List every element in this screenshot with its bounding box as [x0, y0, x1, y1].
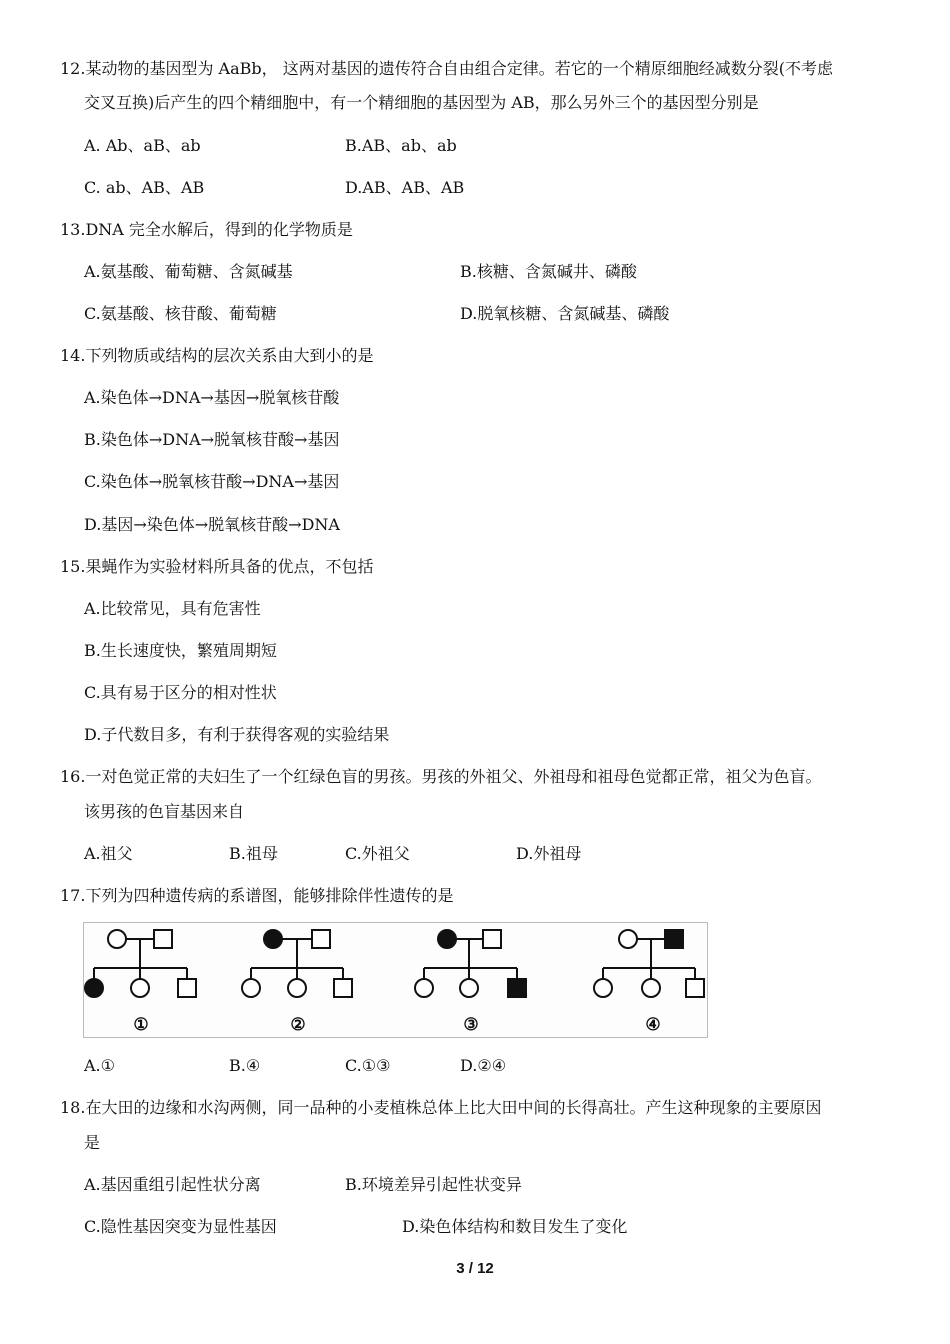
q16-option-a: A.祖父 [84, 844, 133, 863]
q12-option-c: C. ab、AB、AB [84, 178, 205, 197]
q13-option-a: A.氨基酸、葡萄糖、含氮碱基 [84, 262, 293, 281]
q13-option-c: C.氨基酸、核苷酸、葡萄糖 [84, 304, 277, 323]
q12-option-b: B.AB、ab、ab [345, 136, 457, 155]
pedigree-label-2: ② [290, 1015, 306, 1035]
pedigree-label-1: ① [133, 1015, 149, 1035]
q12-option-d: D.AB、AB、AB [345, 178, 465, 197]
q16-option-b: B.祖母 [229, 844, 278, 863]
q16-stem-line2: 该男孩的色盲基因来自 [84, 802, 245, 821]
q15-option-d: D.子代数目多，有利于获得客观的实验结果 [84, 725, 390, 744]
q17-option-c: C.①③ [345, 1056, 391, 1075]
q18-stem-line1: 18.在大田的边缘和水沟两侧，同一品种的小麦植株总体上比大田中间的长得高壮。产生这种现象的主要原因 [60, 1098, 822, 1117]
q14-option-c: C.染色体→脱氧核苷酸→DNA→基因 [84, 472, 340, 491]
q12-stem-line2: 交叉互换)后产生的四个精细胞中，有一个精细胞的基因型为 AB，那么另外三个的基因型分别是 [84, 93, 759, 112]
q18-option-a: A.基因重组引起性状分离 [84, 1175, 261, 1194]
q14-stem: 14.下列物质或结构的层次关系由大到小的是 [60, 346, 374, 365]
pedigree-label-3: ③ [463, 1015, 479, 1035]
page-number: 3 / 12 [456, 1260, 494, 1277]
q13-option-b: B.核糖、含氮碱井、磷酸 [460, 262, 637, 281]
q12-stem-line1: 12.某动物的基因型为 AaBb， 这两对基因的遗传符合自由组合定律。若它的一个精原细胞经减数分裂(不考虑 [60, 59, 833, 78]
q15-option-a: A.比较常见，具有危害性 [84, 599, 261, 618]
q15-option-c: C.具有易于区分的相对性状 [84, 683, 277, 702]
q13-stem: 13.DNA 完全水解后，得到的化学物质是 [60, 220, 353, 239]
pedigree-label-4: ④ [645, 1015, 661, 1035]
q16-option-d: D.外祖母 [516, 844, 582, 863]
q16-stem-line1: 16.一对色觉正常的夫妇生了一个红绿色盲的男孩。男孩的外祖父、外祖母和祖母色觉都正常，祖父为色盲。 [60, 767, 822, 786]
q18-stem-line2: 是 [84, 1133, 101, 1152]
q17-option-d: D.②④ [460, 1056, 507, 1075]
q18-option-b: B.环境差异引起性状变异 [345, 1175, 522, 1194]
q15-option-b: B.生长速度快，繁殖周期短 [84, 641, 277, 660]
q15-stem: 15.果蝇作为实验材料所具备的优点，不包括 [60, 557, 374, 576]
q17-stem: 17.下列为四种遗传病的系谱图，能够排除伴性遗传的是 [60, 886, 454, 905]
q14-option-a: A.染色体→DNA→基因→脱氧核苷酸 [84, 388, 340, 407]
pedigree-figure [83, 922, 708, 1038]
q17-option-b: B.④ [229, 1056, 261, 1075]
q12-option-a: A. Ab、aB、ab [84, 136, 201, 155]
q17-option-a: A.① [84, 1056, 115, 1075]
q18-option-c: C.隐性基因突变为显性基因 [84, 1217, 277, 1236]
q16-option-c: C.外祖父 [345, 844, 410, 863]
q14-option-d: D.基因→染色体→脱氧核苷酸→DNA [84, 515, 340, 534]
q14-option-b: B.染色体→DNA→脱氧核苷酸→基因 [84, 430, 340, 449]
q13-option-d: D.脱氧核糖、含氮碱基、磷酸 [460, 304, 670, 323]
q18-option-d: D.染色体结构和数目发生了变化 [402, 1217, 628, 1236]
